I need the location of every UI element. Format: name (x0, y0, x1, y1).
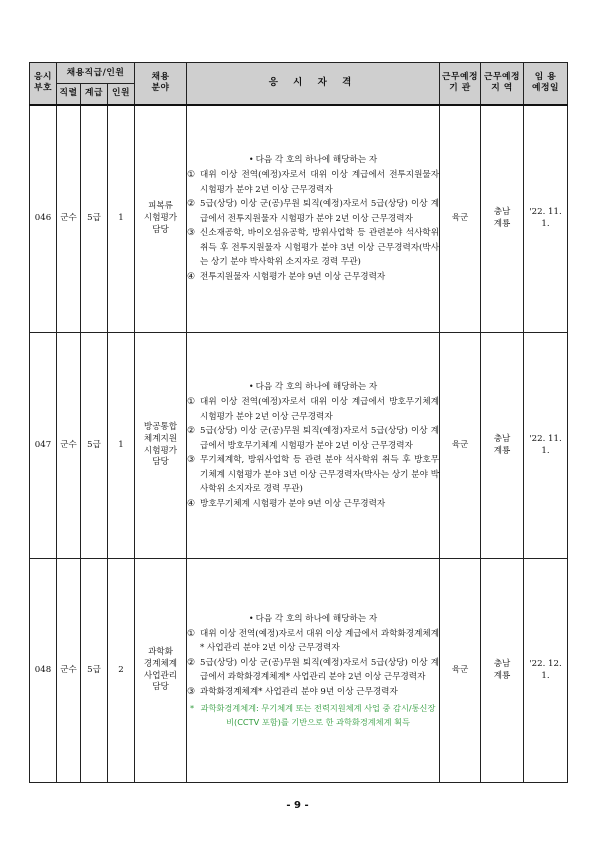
cell-applicant-no: 048 (30, 559, 57, 783)
qualification-intro: • 다음 각 호의 하나에 해당하는 자 (248, 613, 378, 624)
cell-applicant-no: 047 (30, 333, 57, 559)
qualification-intro: • 다음 각 호의 하나에 해당하는 자 (248, 382, 378, 392)
cell-workplace: 육군 (440, 105, 481, 333)
cell-qualification (187, 559, 440, 783)
qualification-item: ③ 무기체계학, 방위사업학 등 관련 분야 석사학위 취득 후 방호무기체계 시험평가 분야 3년 이상 근무경력자(박사는 상기 분야 박사학위 소지자로 경력 무관) (187, 455, 440, 494)
cell-count: 1 (108, 105, 135, 333)
cell-grade: 5급 (81, 105, 108, 333)
header-applicant-no: 응시 부호 (30, 63, 57, 105)
footnote-definition: * 과학화경계체계: 무기체계 또는 전력지원체계 사업 중 감시/통신장비(CCTV 포함)를 기반으로 한 과학화경계체계 획득 (189, 703, 436, 728)
cell-field: 방공통합 체계지원 시험평가 담당 (135, 333, 187, 559)
cell-series: 군수 (57, 105, 81, 333)
qualification-item: ① 대위 이상 전역(예정)자로서 대위 이상 계급에서 방호무기체계 시험평가 분야 2년 이상 근무경력자 (187, 397, 440, 422)
qualification-item: ② 5급(상당) 이상 군(공)무원 퇴직(예정)자로서 5급(상당) 이상 계급에서 과학화경계체계* 사업관리 분야 2년 이상 근무경력자 (187, 657, 440, 683)
header-count: 인원 (108, 84, 135, 105)
cell-series: 군수 (57, 559, 81, 783)
header-grade-group: 채용직급/인원 (57, 63, 135, 84)
cell-grade: 5급 (81, 559, 108, 783)
header-workplace: 근무예정 기 관 (440, 63, 481, 105)
qualification-list (187, 627, 439, 700)
cell-applicant-no: 046 (30, 105, 57, 333)
cell-qualification (187, 333, 440, 559)
qualification-item: ② 5급(상당) 이상 군(공)무원 퇴직(예정)자로서 5급(상당) 이상 계급에서 방호무기체계 시험평가 분야 2년 이상 근무경력자 (187, 426, 440, 451)
qualification-item: ① 대위 이상 전역(예정)자로서 대위 이상 계급에서 전투지원물자 시험평가 분야 2년 이상 근무경력자 (187, 170, 440, 195)
cell-qualification (187, 105, 440, 333)
recruitment-table (29, 62, 568, 783)
cell-field: 피복류 시험평가 담당 (135, 105, 187, 333)
header-region: 근무예정 지 역 (481, 63, 524, 105)
table-row-046 (30, 105, 568, 333)
table-row-047 (30, 333, 568, 559)
cell-count: 1 (108, 333, 135, 559)
header-series: 직렬 (57, 84, 81, 105)
cell-region: 충남 계룡 (481, 333, 524, 559)
cell-appointment-date: '22. 12. 1. (524, 559, 568, 783)
cell-region: 충남 계룡 (481, 105, 524, 333)
qualification-item: ③ 신소재공학, 바이오섬유공학, 방위사업학 등 관련분야 석사학위 취득 후 전투지원물자 시험평가 분야 3년 이상 근무경력자(박사는 상기 분야 박사학위 소지자로 경력 무관) (187, 228, 440, 268)
cell-appointment-date: '22. 11. 1. (524, 105, 568, 333)
cell-region: 충남 계룡 (481, 559, 524, 783)
header-appointment-date: 임 용 예정일 (524, 63, 568, 105)
qualification-item: ① 대위 이상 전역(예정)자로서 대위 이상 계급에서 과학화경계체계* 사업관리 분야 2년 이상 근무경력자 (187, 628, 440, 654)
cell-series: 군수 (57, 333, 81, 559)
header-qualification: 응 시 자 격 (187, 63, 440, 105)
cell-workplace: 육군 (440, 559, 481, 783)
page-number: - 9 - (286, 800, 309, 811)
cell-count: 2 (108, 559, 135, 783)
qualification-list (187, 168, 439, 284)
header-grade: 계급 (81, 84, 108, 105)
qualification-intro: • 다음 각 호의 하나에 해당하는 자 (248, 155, 378, 166)
table-row-048 (30, 559, 568, 783)
cell-workplace: 육군 (440, 333, 481, 559)
qualification-item: ③ 과학화경계체계* 사업관리 분야 9년 이상 근무경력자 (187, 686, 398, 697)
cell-field: 과학화 경계체계 사업관리 담당 (135, 559, 187, 783)
table-header (30, 63, 568, 105)
cell-appointment-date: '22. 11. 1. (524, 333, 568, 559)
qualification-item: ② 5급(상당) 이상 군(공)무원 퇴직(예정)자로서 5급(상당) 이상 계급에서 전투지원물자 시험평가 분야 2년 이상 근무경력자 (187, 199, 440, 224)
qualification-list (187, 395, 439, 511)
qualification-item: ④ 방호무기체계 시험평가 분야 9년 이상 근무경력자 (187, 498, 386, 509)
cell-grade: 5급 (81, 333, 108, 559)
header-field: 채용 분야 (135, 63, 187, 105)
qualification-item: ④ 전투지원물자 시험평가 분야 9년 이상 근무경력자 (187, 271, 386, 282)
